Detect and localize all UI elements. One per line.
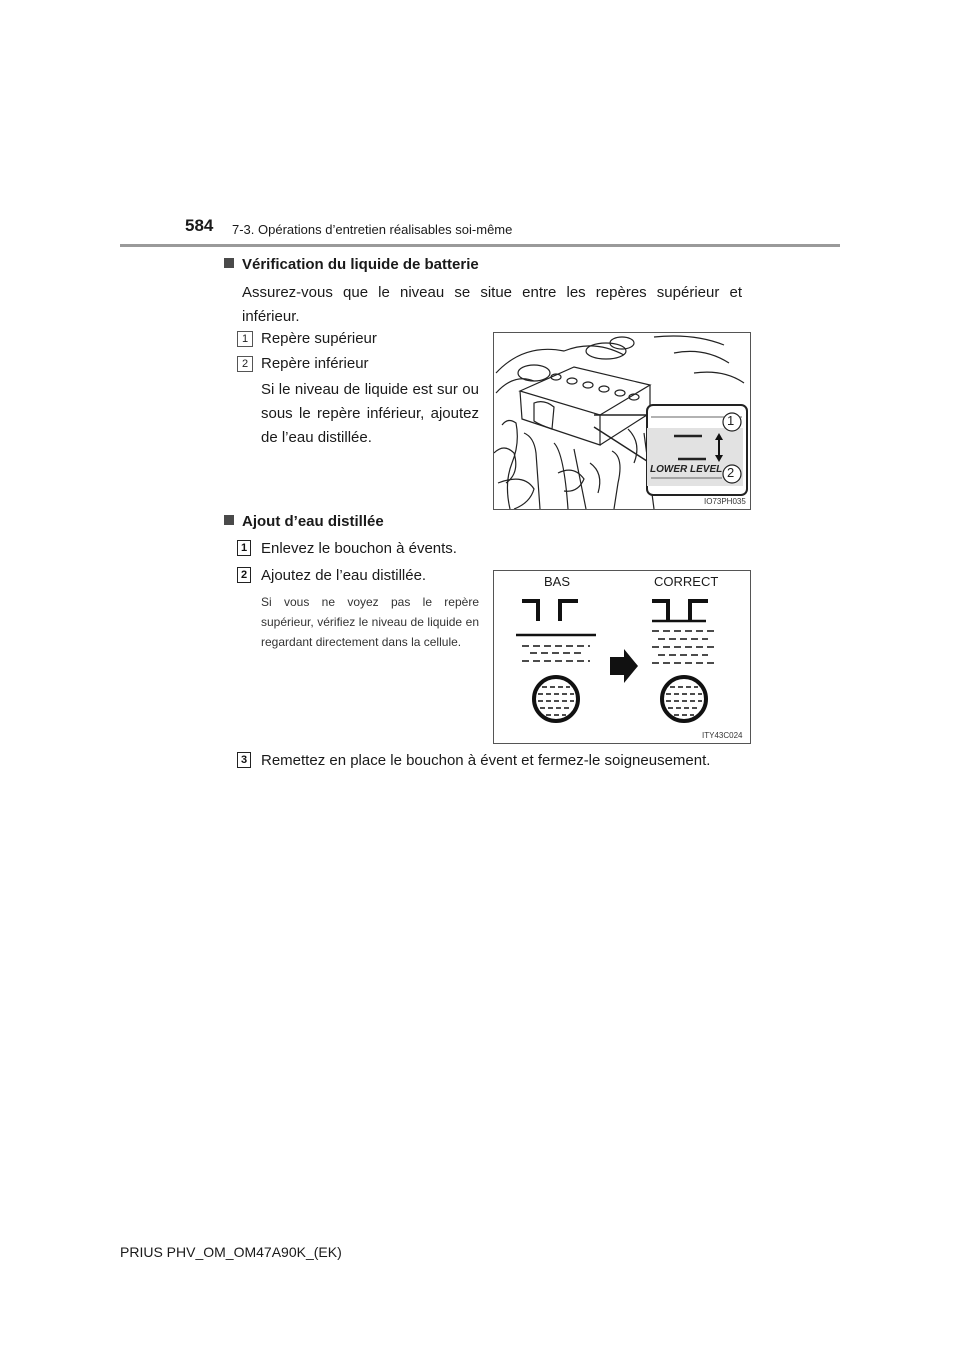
figure-code: ITY43C024 bbox=[702, 731, 743, 740]
marker-number-2: 2 bbox=[237, 356, 253, 372]
distilled-water-title: Ajout d’eau distillée bbox=[242, 513, 384, 530]
marker-number-1: 1 bbox=[237, 331, 253, 347]
step-number-2: 2 bbox=[237, 567, 251, 583]
battery-engine-illustration bbox=[494, 333, 750, 509]
upper-mark-label: Repère supérieur bbox=[261, 330, 377, 347]
distilled-water-heading bbox=[224, 513, 384, 530]
step-number-1: 1 bbox=[237, 540, 251, 556]
label-correct: CORRECT bbox=[654, 574, 719, 589]
refill-instruction: Si le niveau de liquide est sur ou sous le repère inférieur, ajoutez de l’eau distillée. bbox=[261, 381, 479, 446]
step-2-text: Ajoutez de l’eau distillée. bbox=[261, 567, 427, 584]
callout-1: 1 bbox=[727, 413, 735, 428]
square-bullet-icon bbox=[224, 515, 234, 525]
square-bullet-icon bbox=[224, 258, 234, 268]
callout-2: 2 bbox=[727, 465, 735, 480]
header-divider bbox=[120, 244, 840, 247]
label-bas: BAS bbox=[544, 574, 571, 589]
battery-check-heading bbox=[224, 256, 479, 273]
water-level-figure bbox=[493, 570, 751, 744]
section-title: 7-3. Opérations d’entretien réalisables soi-même bbox=[232, 222, 513, 237]
water-level-illustration bbox=[494, 571, 750, 743]
step-number-3: 3 bbox=[237, 752, 251, 768]
step-2-note: Si vous ne voyez pas le repère supérieur, vérifiez le niveau de liquide en regardant directement dans la cellule. bbox=[261, 595, 479, 649]
lower-mark-label: Repère inférieur bbox=[261, 355, 369, 372]
step-1-text: Enlevez le bouchon à évents. bbox=[261, 540, 457, 557]
battery-check-title: Vérification du liquide de batterie bbox=[242, 256, 479, 273]
step-3-text: Remettez en place le bouchon à évent et fermez-le soigneusement. bbox=[261, 752, 711, 769]
figure-code: IO73PH035 bbox=[704, 497, 746, 506]
page-number: 584 bbox=[185, 216, 214, 235]
battery-level-figure bbox=[493, 332, 751, 510]
document-id: PRIUS PHV_OM_OM47A90K_(EK) bbox=[120, 1244, 342, 1260]
battery-check-intro: Assurez-vous que le niveau se situe entre les repères supérieur et inférieur. bbox=[242, 284, 742, 325]
lower-level-text: LOWER LEVEL bbox=[650, 464, 723, 475]
